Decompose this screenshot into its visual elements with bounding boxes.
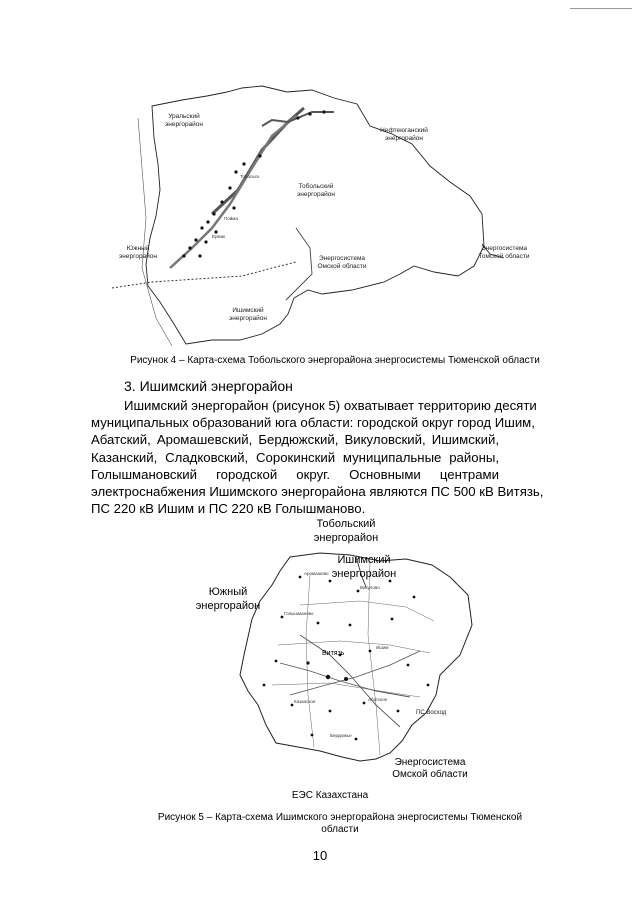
paragraph-line: ПС 220 кВ Ишим и ПС 220 кВ Голышманово.: [91, 501, 366, 517]
svg-text:энергорайон: энергорайон: [195, 600, 261, 612]
ishim-energy-district-map: [180, 515, 480, 805]
paragraph-line: Ишимский энергорайон (рисунок 5) охватывает территорию десяти: [124, 398, 537, 413]
paragraph-line: муниципальных образований юга области: городской округ город Ишим,: [91, 415, 535, 431]
south-district-label: Южный: [126, 245, 150, 252]
ishim-district-border: [240, 553, 472, 761]
voskhod-label: ПС Восход: [416, 710, 447, 716]
svg-text:Пойма: Пойма: [224, 216, 238, 221]
svg-text:Бердюжье: Бердюжье: [330, 733, 352, 738]
kazakhstan-system-label: ЕЭС Казахстана: [291, 790, 369, 801]
svg-text:Омской области: Омской области: [317, 263, 367, 270]
svg-text:Ишим: Ишим: [376, 645, 389, 650]
page-number: 10: [312, 848, 328, 863]
svg-text:энергорайон: энергорайон: [228, 315, 268, 322]
west-boundary: [138, 118, 172, 346]
paragraph-line: Казанский, Сладковский, Сорокинский муниципальные районы,: [91, 449, 499, 465]
figure5-caption: [130, 812, 550, 836]
svg-text:Омской области: Омской области: [392, 769, 468, 780]
svg-text:Томской области: Томской области: [478, 253, 530, 260]
omsk-system-label: Энергосистема: [394, 757, 466, 768]
omsk-system-label: Энергосистема: [318, 255, 366, 262]
transmission-lines: [280, 635, 420, 727]
ishim-district-label: Ишимский: [232, 307, 264, 314]
svg-text:энергорайон: энергорайон: [118, 253, 158, 260]
svg-text:Абатское: Абатское: [368, 697, 388, 702]
tobolsk-energy-district-map: [112, 78, 530, 350]
svg-text:Тобольск: Тобольск: [240, 174, 260, 179]
omsk-boundary: [286, 228, 312, 300]
neftekamsk-district-label: Нефтеюганский: [380, 127, 428, 134]
svg-text:энергорайон: энергорайон: [164, 121, 204, 128]
paragraph-line: электроснабжения Ишимского энергорайона являются ПС 500 кВ Витязь,: [91, 484, 544, 500]
section-heading: 3. Ишимский энергорайон: [124, 378, 293, 394]
svg-text:энергорайон: энергорайон: [331, 568, 397, 580]
header-rule: [570, 8, 632, 9]
svg-text:Голышманово: Голышманово: [284, 611, 314, 616]
paragraph-line: Абатский, Аромашевский, Бердюжский, Викуловский, Ишимский,: [91, 432, 499, 448]
svg-text:энергорайон: энергорайон: [296, 191, 336, 198]
svg-text:Аромашево: Аромашево: [304, 571, 329, 576]
tomsk-system-label: Энергосистема: [480, 245, 528, 252]
caption-line: Рисунок 5 – Карта-схема Ишимского энергорайона энергосистемы Тюменской: [157, 812, 523, 823]
south-boundary: [112, 262, 296, 288]
paragraph-line: Голышмановский городской округ. Основными центрами: [91, 466, 499, 482]
svg-text:энергорайон: энергорайон: [384, 135, 424, 142]
caption-line: области: [321, 824, 359, 835]
figure4-caption: Рисунок 4 – Карта-схема Тобольского энергорайона энергосистемы Тюменской области: [130, 355, 540, 366]
svg-text:энергорайон: энергорайон: [313, 532, 379, 544]
ishim-district-label: Ишимский: [337, 554, 391, 566]
vityaz-label: Витязь: [322, 650, 345, 657]
body-paragraph: [91, 397, 544, 517]
svg-text:Ермак: Ермак: [212, 234, 226, 239]
tobolsk-district-label: Тобольский: [298, 183, 334, 190]
svg-text:Казанское: Казанское: [294, 699, 316, 704]
tobolsk-district-label: Тобольский: [316, 518, 376, 530]
inner-districts: [272, 561, 434, 755]
south-district-label: Южный: [208, 586, 248, 598]
svg-text:Викулово: Викулово: [360, 585, 380, 590]
ural-district-label: Уральский: [168, 113, 200, 120]
